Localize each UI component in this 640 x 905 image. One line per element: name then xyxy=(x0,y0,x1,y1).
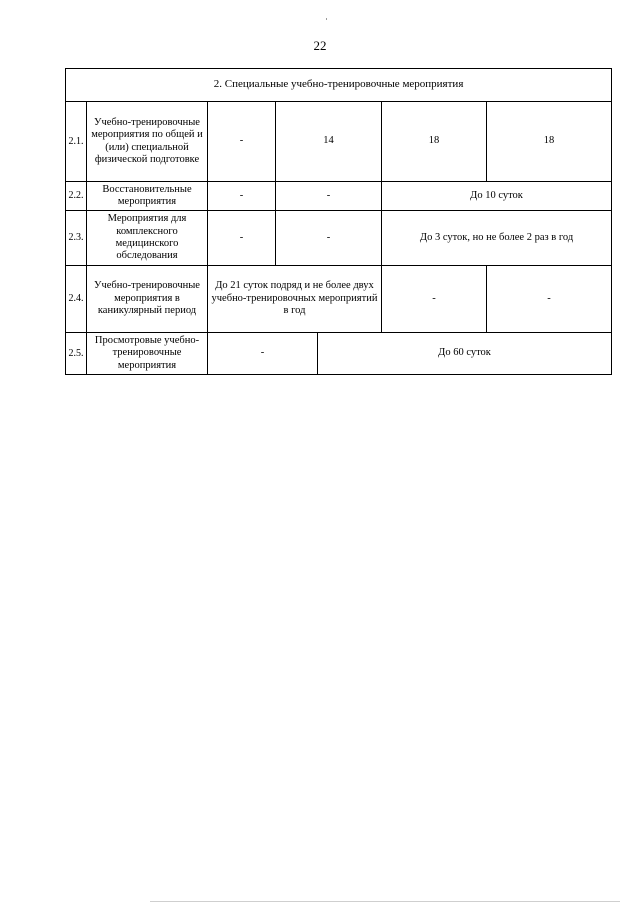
cell-value: - xyxy=(208,102,276,182)
cell-value: До 60 суток xyxy=(318,333,612,375)
row-name: Просмотровые учебно-тренировочные мероприятия xyxy=(87,333,208,375)
row-name: Учебно-тренировочные мероприятия по общей и (или) специальной физической подготовке xyxy=(87,102,208,182)
cell-value: 18 xyxy=(487,102,612,182)
cell-value: До 3 суток, но не более 2 раз в год xyxy=(382,211,612,266)
cell-value: 14 xyxy=(276,102,382,182)
row-number: 2.3. xyxy=(66,211,87,266)
cell-value: - xyxy=(276,182,382,211)
cell-value: - xyxy=(208,182,276,211)
cell-value: - xyxy=(382,266,487,333)
cell-value: До 21 суток подряд и не более двух учебно-тренировочных мероприятий в год xyxy=(208,266,382,333)
cell-value: - xyxy=(208,211,276,266)
row-number: 2.4. xyxy=(66,266,87,333)
training-events-table xyxy=(65,68,612,375)
section-header-row xyxy=(66,69,612,102)
row-number: 2.2. xyxy=(66,182,87,211)
cell-value: - xyxy=(487,266,612,333)
cell-value: 18 xyxy=(382,102,487,182)
section-title: 2. Специальные учебно-тренировочные мероприятия xyxy=(66,69,612,102)
table-row xyxy=(66,211,612,266)
row-number: 2.5. xyxy=(66,333,87,375)
scan-artifact xyxy=(326,18,327,20)
row-name: Мероприятия для комплексного медицинского обследования xyxy=(87,211,208,266)
row-name: Учебно-тренировочные мероприятия в каникулярный период xyxy=(87,266,208,333)
cell-value: - xyxy=(276,211,382,266)
row-number: 2.1. xyxy=(66,102,87,182)
cell-value: - xyxy=(208,333,318,375)
table-row xyxy=(66,102,612,182)
table-row xyxy=(66,182,612,211)
row-name: Восстановительные мероприятия xyxy=(87,182,208,211)
table-row xyxy=(66,266,612,333)
scan-edge-line xyxy=(150,901,620,902)
cell-value: До 10 суток xyxy=(382,182,612,211)
page-number: 22 xyxy=(313,38,327,53)
table-row xyxy=(66,333,612,375)
